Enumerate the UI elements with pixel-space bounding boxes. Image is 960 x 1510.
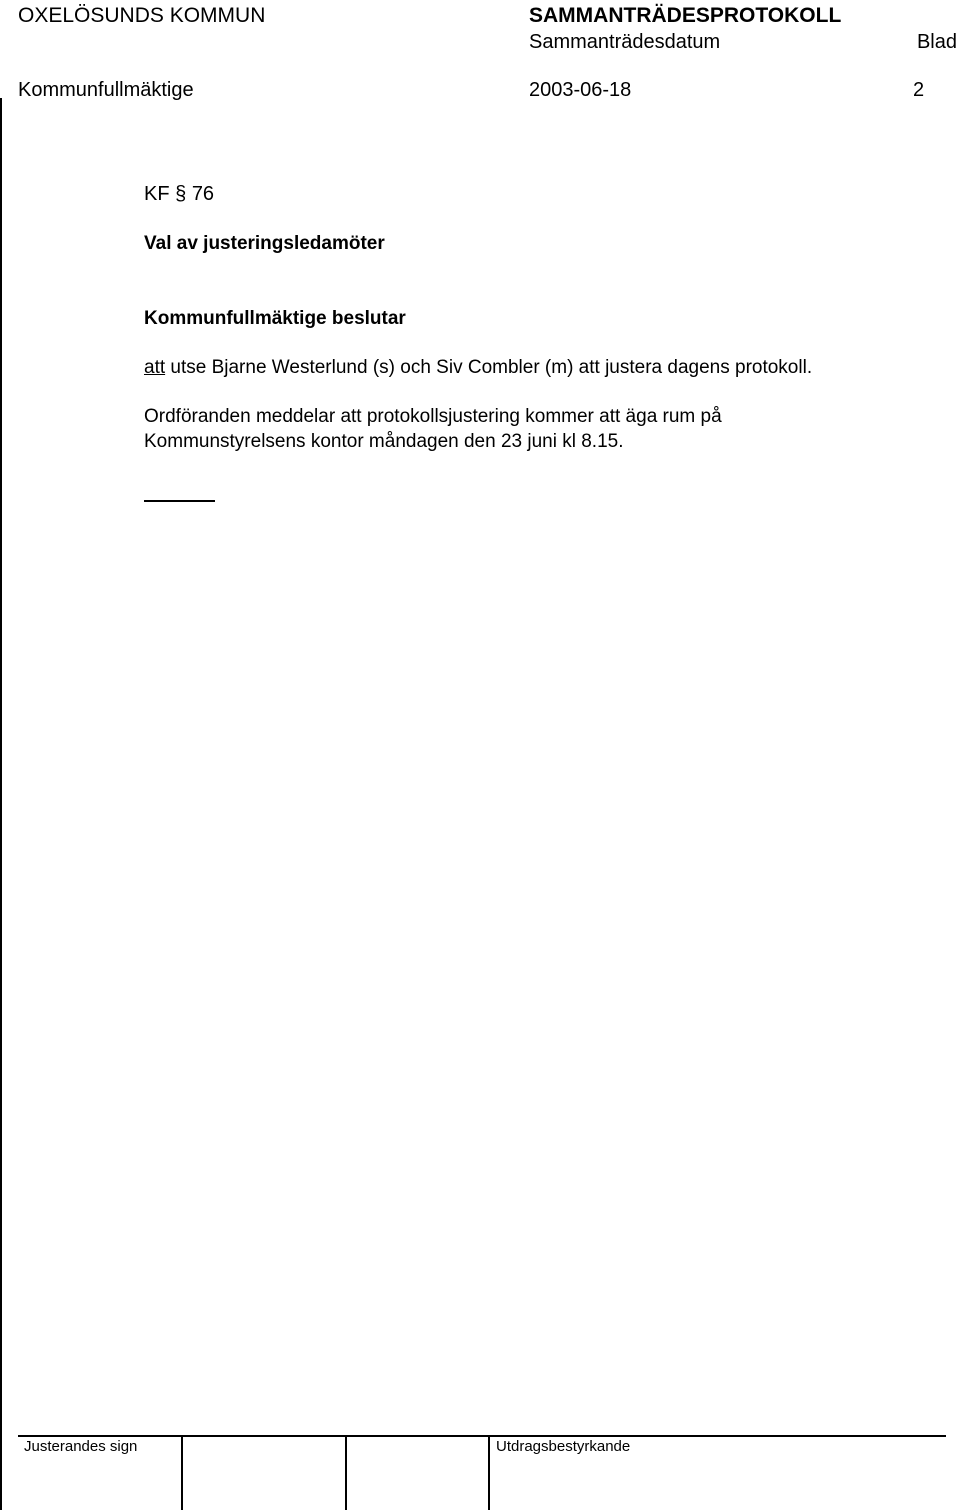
paragraph-reference <box>144 183 214 206</box>
footer-divider-2 <box>345 1436 347 1510</box>
decision-heading: Kommunfullmäktige beslutar <box>144 308 406 329</box>
info-line-2: Kommunstyrelsens kontor måndagen den 23 juni kl 8.15. <box>144 431 624 452</box>
utdragsbestyrkande-label: Utdragsbestyrkande <box>496 1438 631 1455</box>
sheet-number: 2 <box>913 79 925 101</box>
paragraph-number: 76 <box>191 183 215 205</box>
left-margin-line <box>0 98 2 1510</box>
municipality-name: OXELÖSUNDS KOMMUN <box>18 4 266 27</box>
body-name: Kommunfullmäktige <box>18 79 194 101</box>
section-end-rule <box>144 500 215 502</box>
document-type: SAMMANTRÄDESPROTOKOLL <box>529 4 842 27</box>
footer-divider-3 <box>488 1436 490 1510</box>
paragraph-sign: § <box>175 183 187 205</box>
decision-att: att <box>144 357 166 378</box>
footer-divider-1 <box>181 1436 183 1510</box>
decision-text <box>144 357 812 379</box>
section-title: Val av justeringsledamöter <box>144 233 385 254</box>
sheet-label: Blad <box>916 31 957 53</box>
justerandes-sign-label: Justerandes sign <box>24 1438 138 1455</box>
meeting-date: 2003-06-18 <box>529 79 632 101</box>
paragraph-prefix: KF <box>144 183 170 205</box>
info-line-1: Ordföranden meddelar att protokollsjustering kommer att äga rum på <box>144 406 722 427</box>
date-label: Sammanträdesdatum <box>529 31 721 53</box>
decision-body: utse Bjarne Westerlund (s) och Siv Combler (m) att justera dagens protokoll. <box>165 357 813 378</box>
footer-top-rule <box>18 1435 946 1437</box>
